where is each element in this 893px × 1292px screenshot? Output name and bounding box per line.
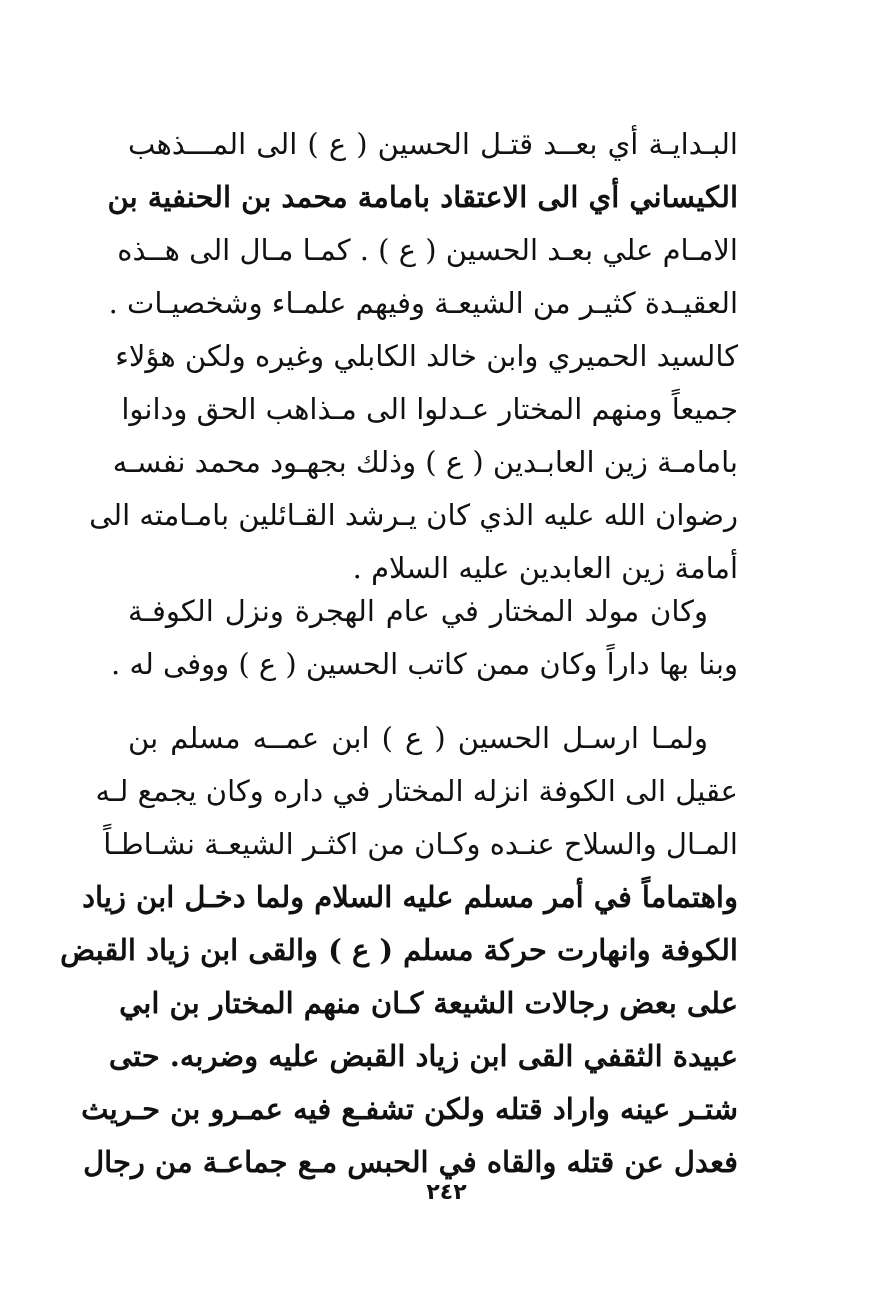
text-line: وبنا بها داراً وكان ممن كاتب الحسين ( ع ) ووفى له . [111,647,738,681]
text-line: واهتماماً في أمر مسلم عليه السلام ولما دخـل ابن زياد [82,880,738,914]
text-line: رضوان الله عليه الذي كان يـرشد القـائلين بامـامته الى [89,498,738,532]
text-line: الكيساني أي الى الاعتقاد بامامة محمد بن الحنفية بن [107,180,738,214]
text-line: ولمـا ارسـل الحسين ( ع ) ابن عمــه مسلم بن [128,721,708,755]
text-line: الكوفة وانهارت حركة مسلم ( ع ) والقى ابن زياد القبض [60,933,738,967]
paragraph-3 [60,712,738,1189]
text-line: على بعض رجالات الشيعة كـان منهم المختار بن ابي [119,986,738,1020]
text-line: المـال والسلاح عنـده وكـان من اكثـر الشيعـة نشـاطـاً [103,827,738,861]
text-line: البـدايـة أي بعــد قتـل الحسين ( ع ) الى المـــذهب [128,127,738,161]
text-line: شتـر عينه واراد قتله ولكن تشفـع فيه عمـرو بن حـريث [81,1092,738,1126]
text-line: الامـام علي بعـد الحسين ( ع ) . كمـا مـال الى هــذه [117,233,738,267]
text-line: بامامـة زين العابـدين ( ع ) وذلك بجهـود محمد نفسـه [112,445,738,479]
text-line: عقيل الى الكوفة انزله المختار في داره وكان يجمع لـه [95,774,738,808]
text-line: كالسيد الحميري وابن خالد الكابلي وغيره ولكن هؤلاء [115,339,738,373]
text-line: العقيـدة كثيـر من الشيعـة وفيهم علمـاء وشخصيـات . [108,286,738,320]
text-line: وكان مولد المختار في عام الهجرة ونزل الكوفـة [128,594,708,628]
text-line: جميعاً ومنهم المختار عـدلوا الى مـذاهب الحق ودانوا [121,392,738,426]
text-line: فعدل عن قتله والقاه في الحبس مـع جماعـة من رجال [83,1145,738,1179]
paragraph-1 [89,118,738,595]
text-line: أمامة زين العابدين عليه السلام . [352,551,738,585]
text-line: عبيدة الثقفي القى ابن زياد القبض عليه وضربه. حتى [108,1039,738,1073]
page-number: ٢٤٢ [426,1180,467,1205]
paragraph-2 [111,585,738,691]
